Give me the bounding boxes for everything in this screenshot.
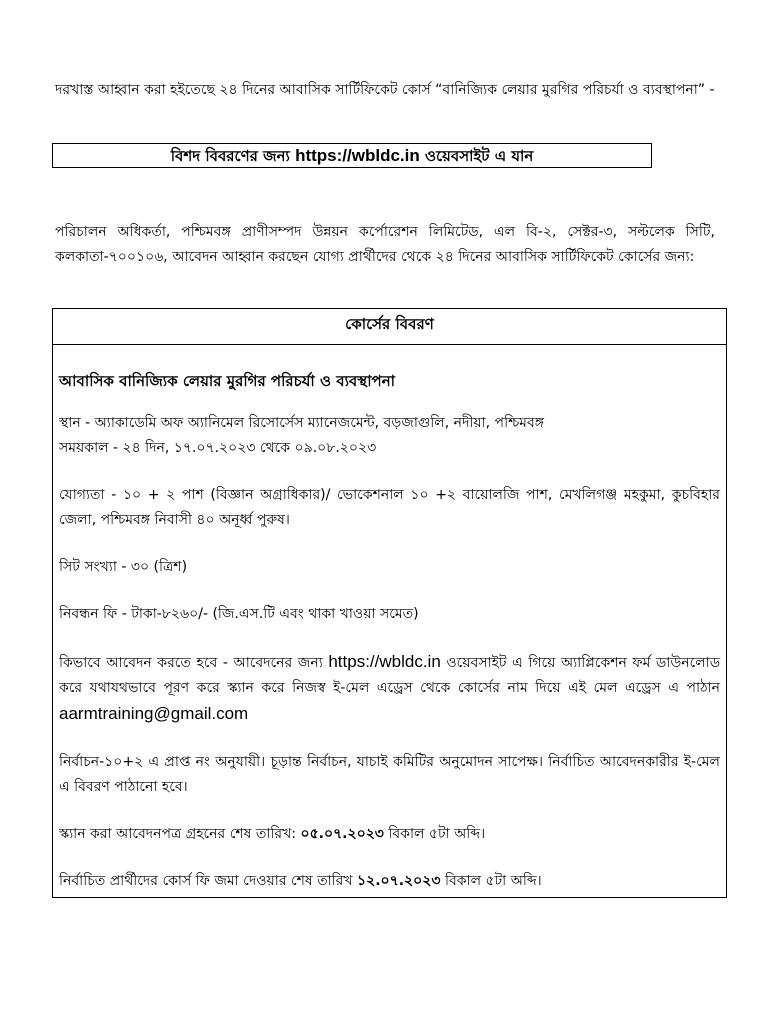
seats-text: সিট সংখ্যা - ৩০ (ত্রিশ) [59, 559, 188, 575]
website-notice-suffix: ওয়েবসাইট এ যান [424, 147, 534, 165]
apply-instructions: ওয়েবসাইট এ গিয়ে অ্যাপ্লিকেশন ফর্ম ডাউনলোড করে যথাযথভাবে পূরণ করে স্ক্যান করে নিজস্ব ই-মেল এড্রেস থেকে কোর্সের নাম দিয়ে এই মেল এড্রেস এ পাঠান [59, 655, 721, 696]
apply-email-link[interactable]: aarmtraining@gmail.com [59, 704, 249, 723]
director-invitation-text: পরিচালন অধিকর্তা, পশ্চিমবঙ্গ প্রাণীসম্পদ উন্নয়ন কর্পোরেশন লিমিটেড, এল বি-২, সেক্টর-৩, সল্টলেক সিটি, কলকাতা-৭০০১০৬, আবেদন আহ্বান করছেন যোগ্য প্রার্থীদের থেকে ২৪ দিনের আবাসিক সার্টিফিকেট কোর্সের জন্য: [55, 224, 715, 265]
how-to-apply-text [59, 649, 720, 728]
website-notice-prefix: বিশদ বিবরণের জন্য [170, 147, 290, 165]
application-deadline-date: ০৫.০৭.২০২৩ [300, 826, 384, 842]
fee-deadline-text [59, 869, 720, 894]
application-deadline-suffix: বিকাল ৫টা অব্দি। [388, 826, 486, 842]
fee-deadline-date: ১২.০৭.২০২৩ [357, 873, 441, 889]
apply-prefix: কিভাবে আবেদন করতে হবে - আবেদনের জন্য [59, 655, 323, 671]
fee-deadline-suffix: বিকাল ৫টা অব্দি। [444, 873, 542, 889]
duration-text: সময়কাল - ২৪ দিন, ১৭.০৭.২০২৩ থেকে ০৯.০৮.২০২৩ [59, 440, 377, 456]
course-details-table [52, 308, 727, 898]
website-url-link[interactable]: https://wbldc.in [295, 146, 420, 165]
application-deadline-prefix: স্ক্যান করা আবেদনপত্র গ্রহনের শেষ তারিখ: [59, 826, 297, 842]
website-notice-box [52, 143, 652, 168]
eligibility-text: যোগ্যতা - ১০ + ২ পাশ (বিজ্ঞান অগ্রাধিকার)/ ভোকেশনাল ১০ +২ বায়োলজি পাশ, মেখলিগঞ্জ মহকুমা, কুচবিহার জেলা, পশ্চিমবঙ্গ নিবাসী ৪০ অনূর্ধ্ব পুরুষ। [59, 487, 720, 528]
intro-text: দরখাস্ত আহ্বান করা হইতেছে ২৪ দিনের আবাসিক সার্টিফিকেট কোর্স “বানিজ্যিক লেয়ার মুরগির পরিচর্যা ও ব্যবস্থাপনা” - [55, 82, 715, 98]
course-details-header: কোর্সের বিবরণ [53, 309, 726, 345]
fee-deadline-prefix: নির্বাচিত প্রার্থীদের কোর্স ফি জমা দেওয়ার শেষ তারিখ [59, 873, 353, 889]
apply-website-link[interactable]: https://wbldc.in [328, 652, 441, 671]
course-details-body [53, 345, 726, 894]
registration-fee-text: নিবন্ধন ফি - টাকা-৮২৬০/- (জি.এস.টি এবং থাকা খাওয়া সমেত) [59, 606, 419, 622]
course-title: আবাসিক বানিজ্যিক লেয়ার মুরগির পরিচর্যা ও ব্যবস্থাপনা [59, 372, 396, 390]
application-deadline-text [59, 822, 720, 847]
selection-text: নির্বাচন-১০+২ এ প্রাপ্ত নং অনুযায়ী। চূড়ান্ত নির্বাচন, যাচাই কমিটির অনুমোদন সাপেক্ষ। নির্বাচিত আবেদনকারীর ই-মেল এ বিবরণ পাঠানো হবে। [59, 754, 720, 795]
venue-text: স্থান - অ্যাকাডেমি অফ অ্যানিমেল রিসোর্সেস ম্যানেজমেন্ট, বড়জাগুলি, নদীয়া, পশ্চিমবঙ্গ [59, 415, 545, 431]
